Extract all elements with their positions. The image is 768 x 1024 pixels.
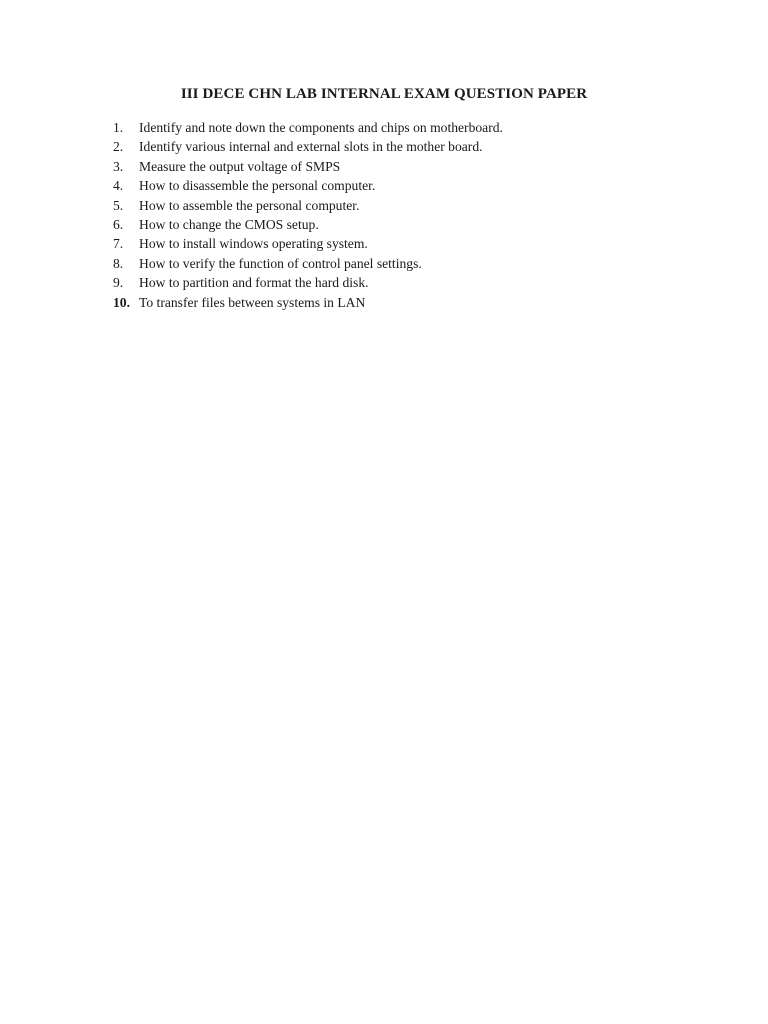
question-text: How to install windows operating system. <box>139 236 368 252</box>
question-number: 10. <box>113 294 130 310</box>
question-text: How to verify the function of control panel settings. <box>139 255 422 271</box>
question-text: Measure the output voltage of SMPS <box>139 158 341 174</box>
question-number: 2. <box>113 139 124 155</box>
question-text: Identify various internal and external slots in the mother board. <box>139 139 483 155</box>
question-list <box>113 118 503 312</box>
question-text: How to partition and format the hard disk. <box>139 275 369 291</box>
question-text: How to disassemble the personal computer. <box>139 178 376 194</box>
question-number: 8. <box>113 255 124 271</box>
question-number: 1. <box>113 120 124 135</box>
question-text: How to assemble the personal computer. <box>139 197 360 213</box>
question-text: Identify and note down the components and chips on motherboard. <box>139 120 503 135</box>
question-number: 9. <box>113 275 124 291</box>
list-item <box>113 293 503 312</box>
list-item <box>113 118 503 137</box>
list-item <box>113 176 503 195</box>
list-item <box>113 137 503 156</box>
question-number: 7. <box>113 236 124 252</box>
question-number: 6. <box>113 216 124 232</box>
list-item <box>113 273 503 292</box>
list-item <box>113 234 503 253</box>
question-text: To transfer files between systems in LAN <box>139 294 366 310</box>
document-title: III DECE CHN LAB INTERNAL EXAM QUESTION PAPER <box>180 86 588 102</box>
question-number: 5. <box>113 197 124 213</box>
question-number: 3. <box>113 158 124 174</box>
question-number: 4. <box>113 178 124 194</box>
list-item <box>113 157 503 176</box>
list-item <box>113 254 503 273</box>
list-item <box>113 215 503 234</box>
list-item <box>113 196 503 215</box>
question-text: How to change the CMOS setup. <box>139 216 319 232</box>
